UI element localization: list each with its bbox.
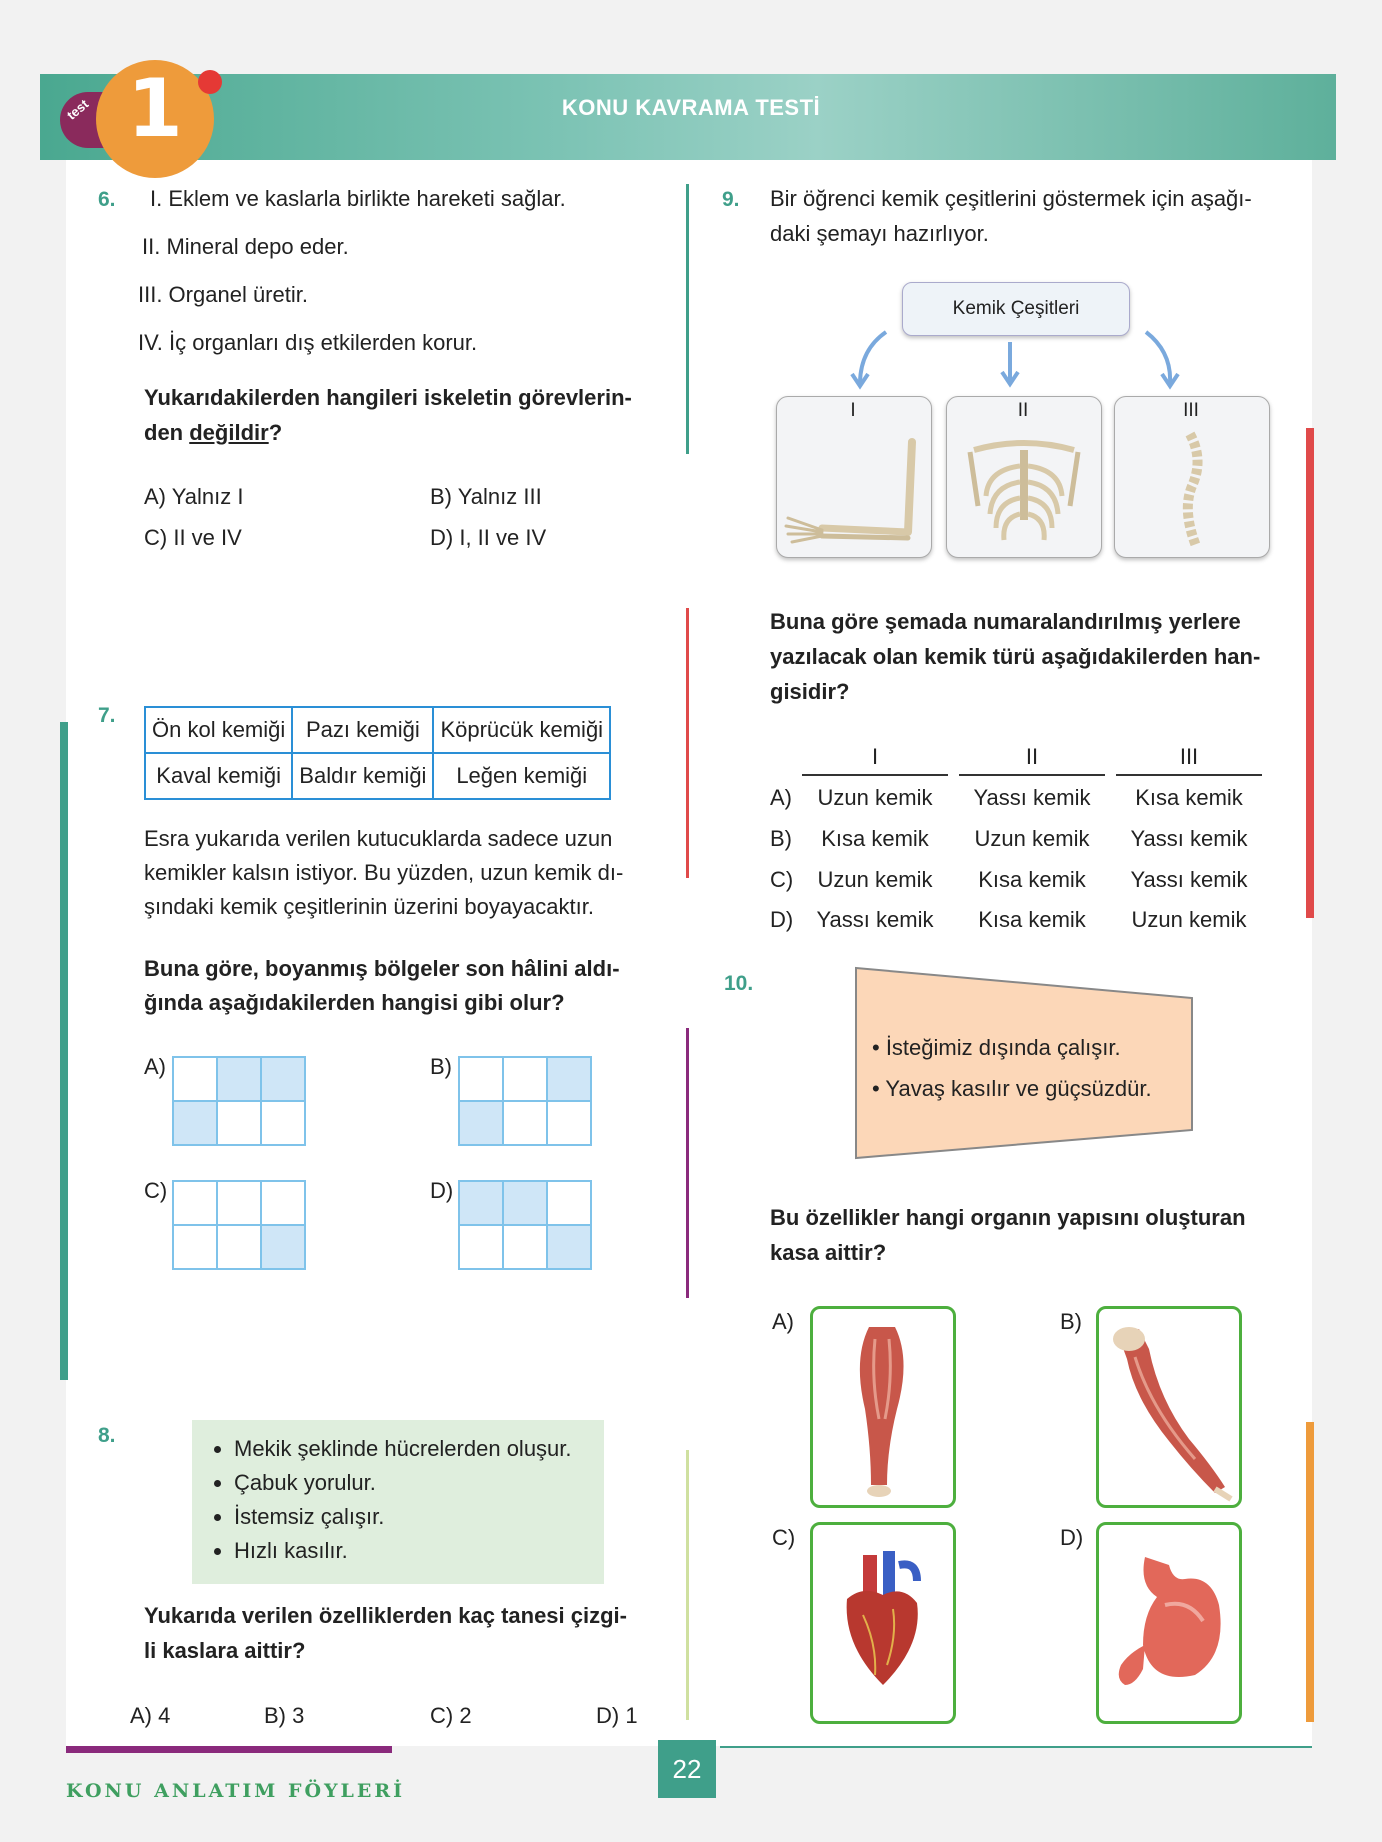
feature-item: • İstemsiz çalışır. <box>234 1500 604 1534</box>
ribcage-icon <box>964 436 1084 552</box>
option-label: C) <box>770 867 794 892</box>
answer-cell: Kısa kemik <box>1135 785 1243 810</box>
statement-item: III. Organel üretir. <box>138 282 308 307</box>
question-number: 10. <box>724 972 754 995</box>
option-label[interactable]: C) <box>772 1525 796 1550</box>
question-stem: gisidir? <box>770 679 850 704</box>
option-label: D) <box>770 907 794 932</box>
statement-item: II. Mineral depo eder. <box>142 234 349 259</box>
grid-option-d[interactable] <box>458 1180 592 1270</box>
question-stem: yazılacak olan kemik türü aşağıdakilerden han- <box>770 644 1261 669</box>
feature-item: • Yavaş kasılır ve güçsüzdür. <box>872 1076 1152 1101</box>
answer-option-d[interactable]: D) 1 <box>596 1703 638 1728</box>
right-accent-bar <box>1306 428 1314 918</box>
arm-muscle-icon <box>1099 1309 1239 1505</box>
stomach-icon <box>1099 1525 1239 1721</box>
bone-table <box>144 706 611 800</box>
feature-item: • Çabuk yorulur. <box>234 1466 604 1500</box>
answer-cell: Uzun kemik <box>1131 907 1247 932</box>
scheme-box-label: II <box>1017 400 1029 421</box>
divider-line <box>686 1028 689 1298</box>
question-stem: kasa aittir? <box>770 1240 887 1265</box>
scheme-arrows <box>840 322 1180 392</box>
features-box <box>192 1420 604 1584</box>
answer-cell: Yassı kemik <box>973 785 1091 810</box>
option-label[interactable]: D) <box>430 1178 454 1203</box>
test-label: test <box>63 96 92 123</box>
table-cell: Köprücük kemiği <box>433 707 610 753</box>
option-label: A) <box>770 785 792 810</box>
grid-option-b[interactable] <box>458 1056 592 1146</box>
table-cell: Ön kol kemiği <box>145 707 292 753</box>
answer-option-c[interactable]: C) 2 <box>430 1703 472 1728</box>
arm-bone-icon <box>782 436 926 552</box>
answer-column-header: II <box>959 744 1105 776</box>
question-stem: Bu özellikler hangi organın yapısını oluşturan <box>770 1205 1246 1230</box>
question-text: Esra yukarıda verilen kutucuklarda sadece uzun <box>144 826 613 851</box>
red-dot-decoration <box>198 70 222 94</box>
answer-cell: Yassı kemik <box>816 907 934 932</box>
answer-cell: Uzun kemik <box>817 785 933 810</box>
answer-option-b[interactable]: B) Yalnız III <box>430 484 542 509</box>
question-stem: Buna göre şemada numaralandırılmış yerlere <box>770 609 1241 634</box>
question-number: 7. <box>98 704 116 727</box>
question-stem: Yukarıdakilerden hangileri iskeletin görevlerin- <box>144 385 632 410</box>
option-heart[interactable] <box>810 1522 956 1724</box>
option-label[interactable]: D) <box>1060 1525 1084 1550</box>
question-stem: Yukarıda verilen özelliklerden kaç tanesi çizgi- <box>144 1603 627 1628</box>
question-number: 6. <box>98 188 116 211</box>
underlined-word: değildir <box>189 420 269 445</box>
answer-option-a[interactable]: A) Yalnız I <box>144 484 244 509</box>
features-panel <box>854 966 1196 1162</box>
option-label: B) <box>770 826 792 851</box>
answer-cell: Uzun kemik <box>974 826 1090 851</box>
footer-line <box>720 1746 1312 1748</box>
option-stomach[interactable] <box>1096 1522 1242 1724</box>
table-cell: Pazı kemiği <box>292 707 433 753</box>
leg-muscle-icon <box>813 1309 953 1505</box>
answer-cell: Yassı kemik <box>1130 867 1248 892</box>
test-number: 1 <box>127 62 183 155</box>
footer-line <box>66 1746 392 1753</box>
answer-option-c[interactable]: C) II ve IV <box>144 525 242 550</box>
table-cell: Leğen kemiği <box>433 753 610 799</box>
answer-column-header: I <box>802 744 948 776</box>
answer-option-b[interactable]: B) 3 <box>264 1703 305 1728</box>
spine-icon <box>1170 430 1220 550</box>
answer-cell: Kısa kemik <box>821 826 929 851</box>
right-accent-bar <box>1306 1422 1314 1722</box>
scheme-box-label: III <box>1183 400 1199 421</box>
table-cell: Baldır kemiği <box>292 753 433 799</box>
answer-column-header: III <box>1116 744 1262 776</box>
page-title: KONU KAVRAMA TESTİ <box>561 95 821 120</box>
answer-option-a[interactable]: A) 4 <box>130 1703 171 1728</box>
question-stem: ğında aşağıdakilerden hangisi gibi olur? <box>144 990 565 1015</box>
option-arm-muscle[interactable] <box>1096 1306 1242 1508</box>
grid-option-a[interactable] <box>172 1056 306 1146</box>
question-stem: li kaslara aittir? <box>144 1638 306 1663</box>
feature-item: • Mekik şeklinde hücrelerden oluşur. <box>234 1432 604 1466</box>
scheme-title-box: Kemik Çeşitleri <box>902 282 1130 336</box>
question-stem: Buna göre, boyanmış bölgeler son hâlini aldı- <box>144 956 620 981</box>
question-number: 9. <box>722 188 740 211</box>
question-text: daki şemayı hazırlıyor. <box>770 221 989 246</box>
option-label[interactable]: C) <box>144 1178 168 1203</box>
feature-item: • İsteğimiz dışında çalışır. <box>872 1035 1121 1060</box>
question-stem: den değildir? <box>144 420 283 445</box>
question-text: Bir öğrenci kemik çeşitlerini göstermek için aşağı- <box>770 186 1252 211</box>
option-label[interactable]: B) <box>430 1054 452 1079</box>
statement-item: IV. İç organları dış etkilerden korur. <box>138 330 478 355</box>
option-leg-muscle[interactable] <box>810 1306 956 1508</box>
divider-line <box>686 1450 689 1720</box>
scheme-box-label: I <box>850 400 856 421</box>
grid-option-c[interactable] <box>172 1180 306 1270</box>
question-text: kemikler kalsın istiyor. Bu yüzden, uzun kemik dı- <box>144 860 624 885</box>
option-label[interactable]: B) <box>1060 1309 1082 1334</box>
answer-cell: Kısa kemik <box>978 867 1086 892</box>
question-number: 8. <box>98 1424 116 1447</box>
question-text: şındaki kemik çeşitlerinin üzerini boyayacaktır. <box>144 894 594 919</box>
table-cell: Kaval kemiği <box>145 753 292 799</box>
divider-line <box>686 184 689 454</box>
footer-series-title: KONU ANLATIM FÖYLERİ <box>66 1780 406 1802</box>
answer-option-d[interactable]: D) I, II ve IV <box>430 525 547 550</box>
answer-cell: Yassı kemik <box>1130 826 1248 851</box>
statement-item: I. Eklem ve kaslarla birlikte hareketi sağlar. <box>150 186 566 211</box>
answer-cell: Kısa kemik <box>978 907 1086 932</box>
feature-item: • Hızlı kasılır. <box>234 1534 604 1568</box>
option-label[interactable]: A) <box>772 1309 794 1334</box>
page-number: 22 <box>658 1740 716 1798</box>
left-accent-bar <box>60 722 68 1380</box>
option-label[interactable]: A) <box>144 1054 166 1079</box>
answer-cell: Uzun kemik <box>817 867 933 892</box>
heart-icon <box>813 1525 953 1721</box>
divider-line <box>686 608 689 878</box>
